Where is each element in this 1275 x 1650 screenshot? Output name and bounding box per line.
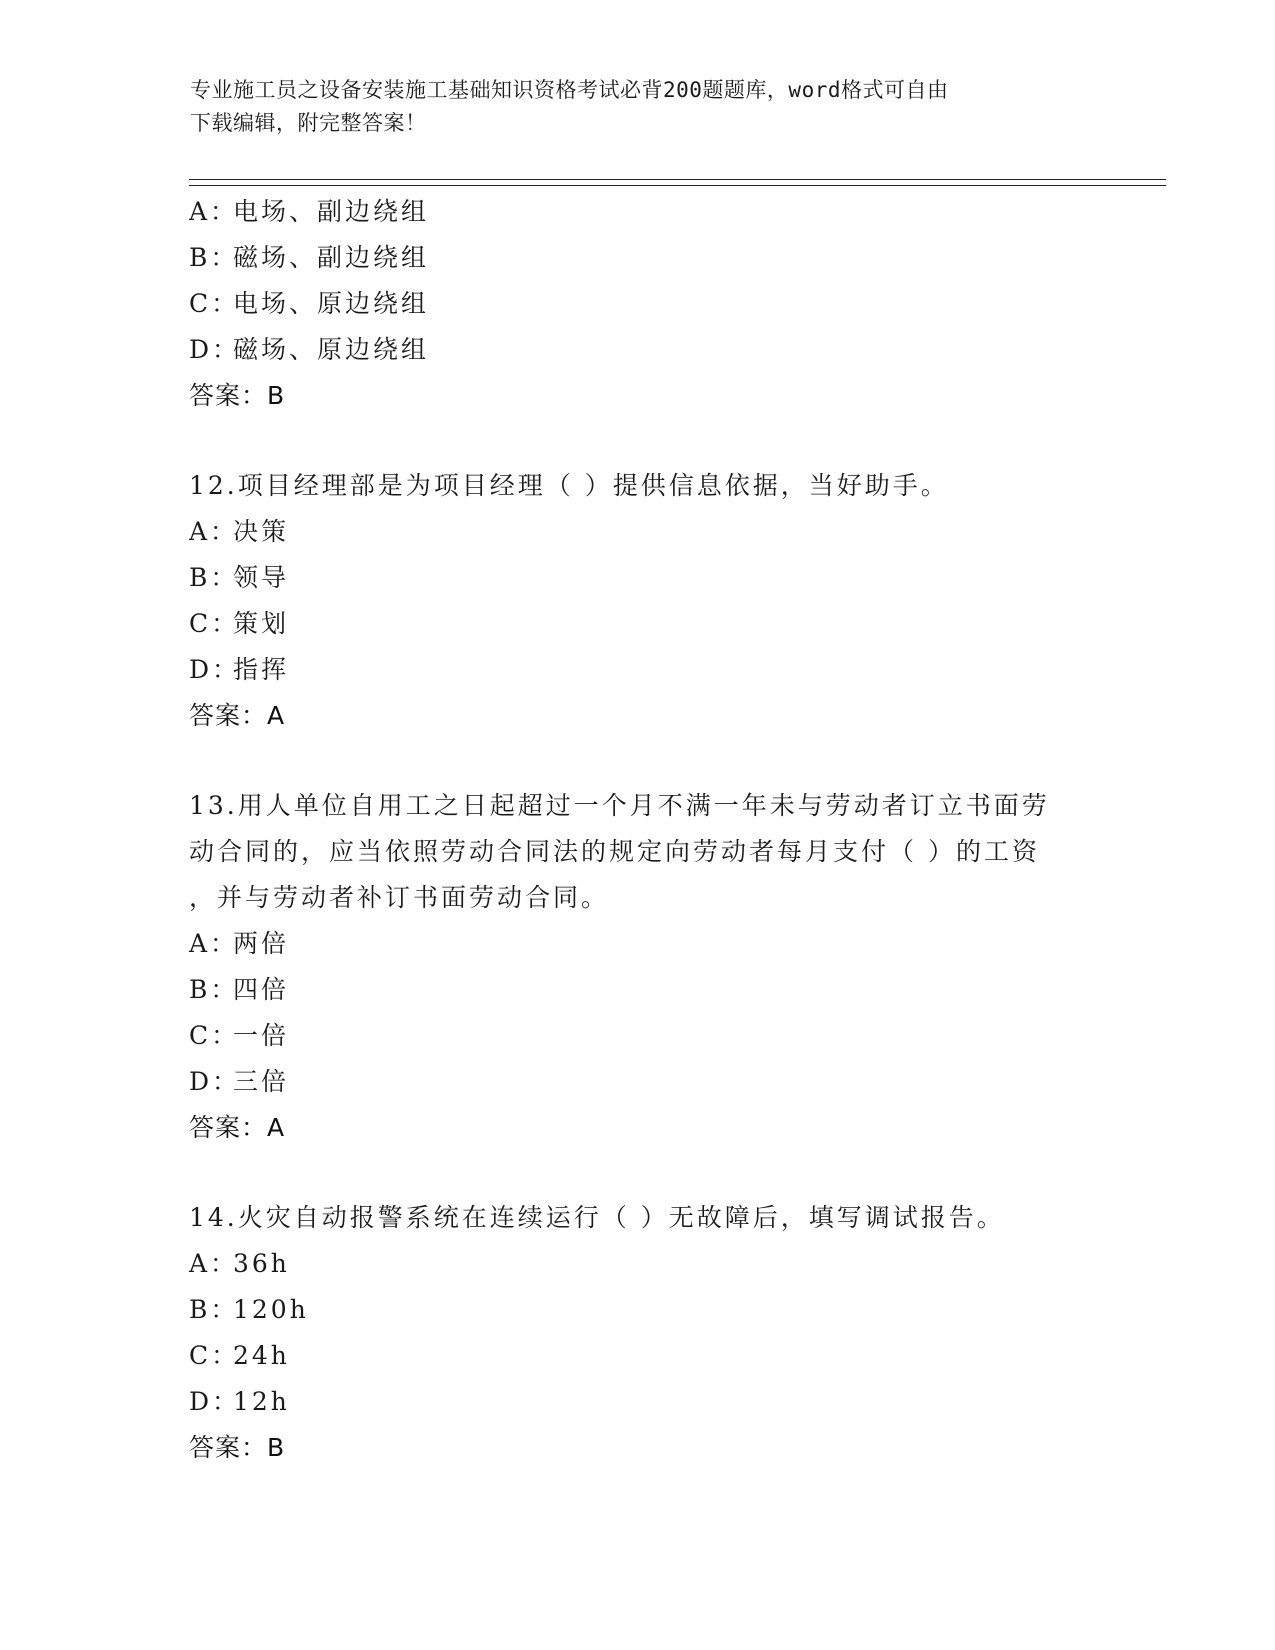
question-12 [189, 463, 1089, 739]
question-text: 14.火灾自动报警系统在连续运行（ ）无故障后，填写调试报告。 [189, 1203, 1005, 1232]
option-b: B：磁场、副边绕组 [189, 243, 430, 272]
option-a: A：36h [189, 1249, 290, 1278]
option-b: B：领导 [189, 563, 290, 592]
answer-line: 答案：A [189, 1113, 286, 1142]
answer-line: 答案：A [189, 701, 286, 730]
header-line-2: 下载编辑，附完整答案！ [190, 111, 427, 135]
option-c: C：一倍 [189, 1021, 290, 1050]
answer-line: 答案：B [189, 1433, 286, 1462]
answer-line: 答案：B [189, 381, 286, 410]
option-b: B：120h [189, 1295, 309, 1324]
header-line-1: 专业施工员之设备安装施工基础知识资格考试必背200题题库，word格式可自由 [190, 78, 949, 102]
option-b: B：四倍 [189, 975, 290, 1004]
option-c: C：策划 [189, 609, 290, 638]
option-d: D：磁场、原边绕组 [189, 335, 430, 364]
option-d: D：指挥 [189, 655, 290, 684]
option-d: D：12h [189, 1387, 290, 1416]
question-13 [189, 783, 1089, 1151]
header-divider-bottom [189, 185, 1166, 186]
option-a: A：电场、副边绕组 [189, 197, 430, 226]
option-a: A：决策 [189, 517, 290, 546]
option-c: C：电场、原边绕组 [189, 289, 430, 318]
header-divider-top [189, 179, 1166, 180]
option-a: A：两倍 [189, 929, 290, 958]
question-11 [189, 189, 1089, 419]
option-d: D：三倍 [189, 1067, 290, 1096]
document-header [190, 74, 1090, 140]
option-c: C：24h [189, 1341, 290, 1370]
question-text: 12.项目经理部是为项目经理（ ）提供信息依据，当好助手。 [189, 471, 949, 500]
question-list [189, 189, 1089, 1471]
question-text: 13.用人单位自用工之日起超过一个月不满一年未与劳动者订立书面劳 动合同的，应当依照劳动合同法的规定向劳动者每月支付（ ）的工资 ，并与劳动者补订书面劳动合同。 [189, 791, 1050, 912]
question-14 [189, 1195, 1089, 1471]
